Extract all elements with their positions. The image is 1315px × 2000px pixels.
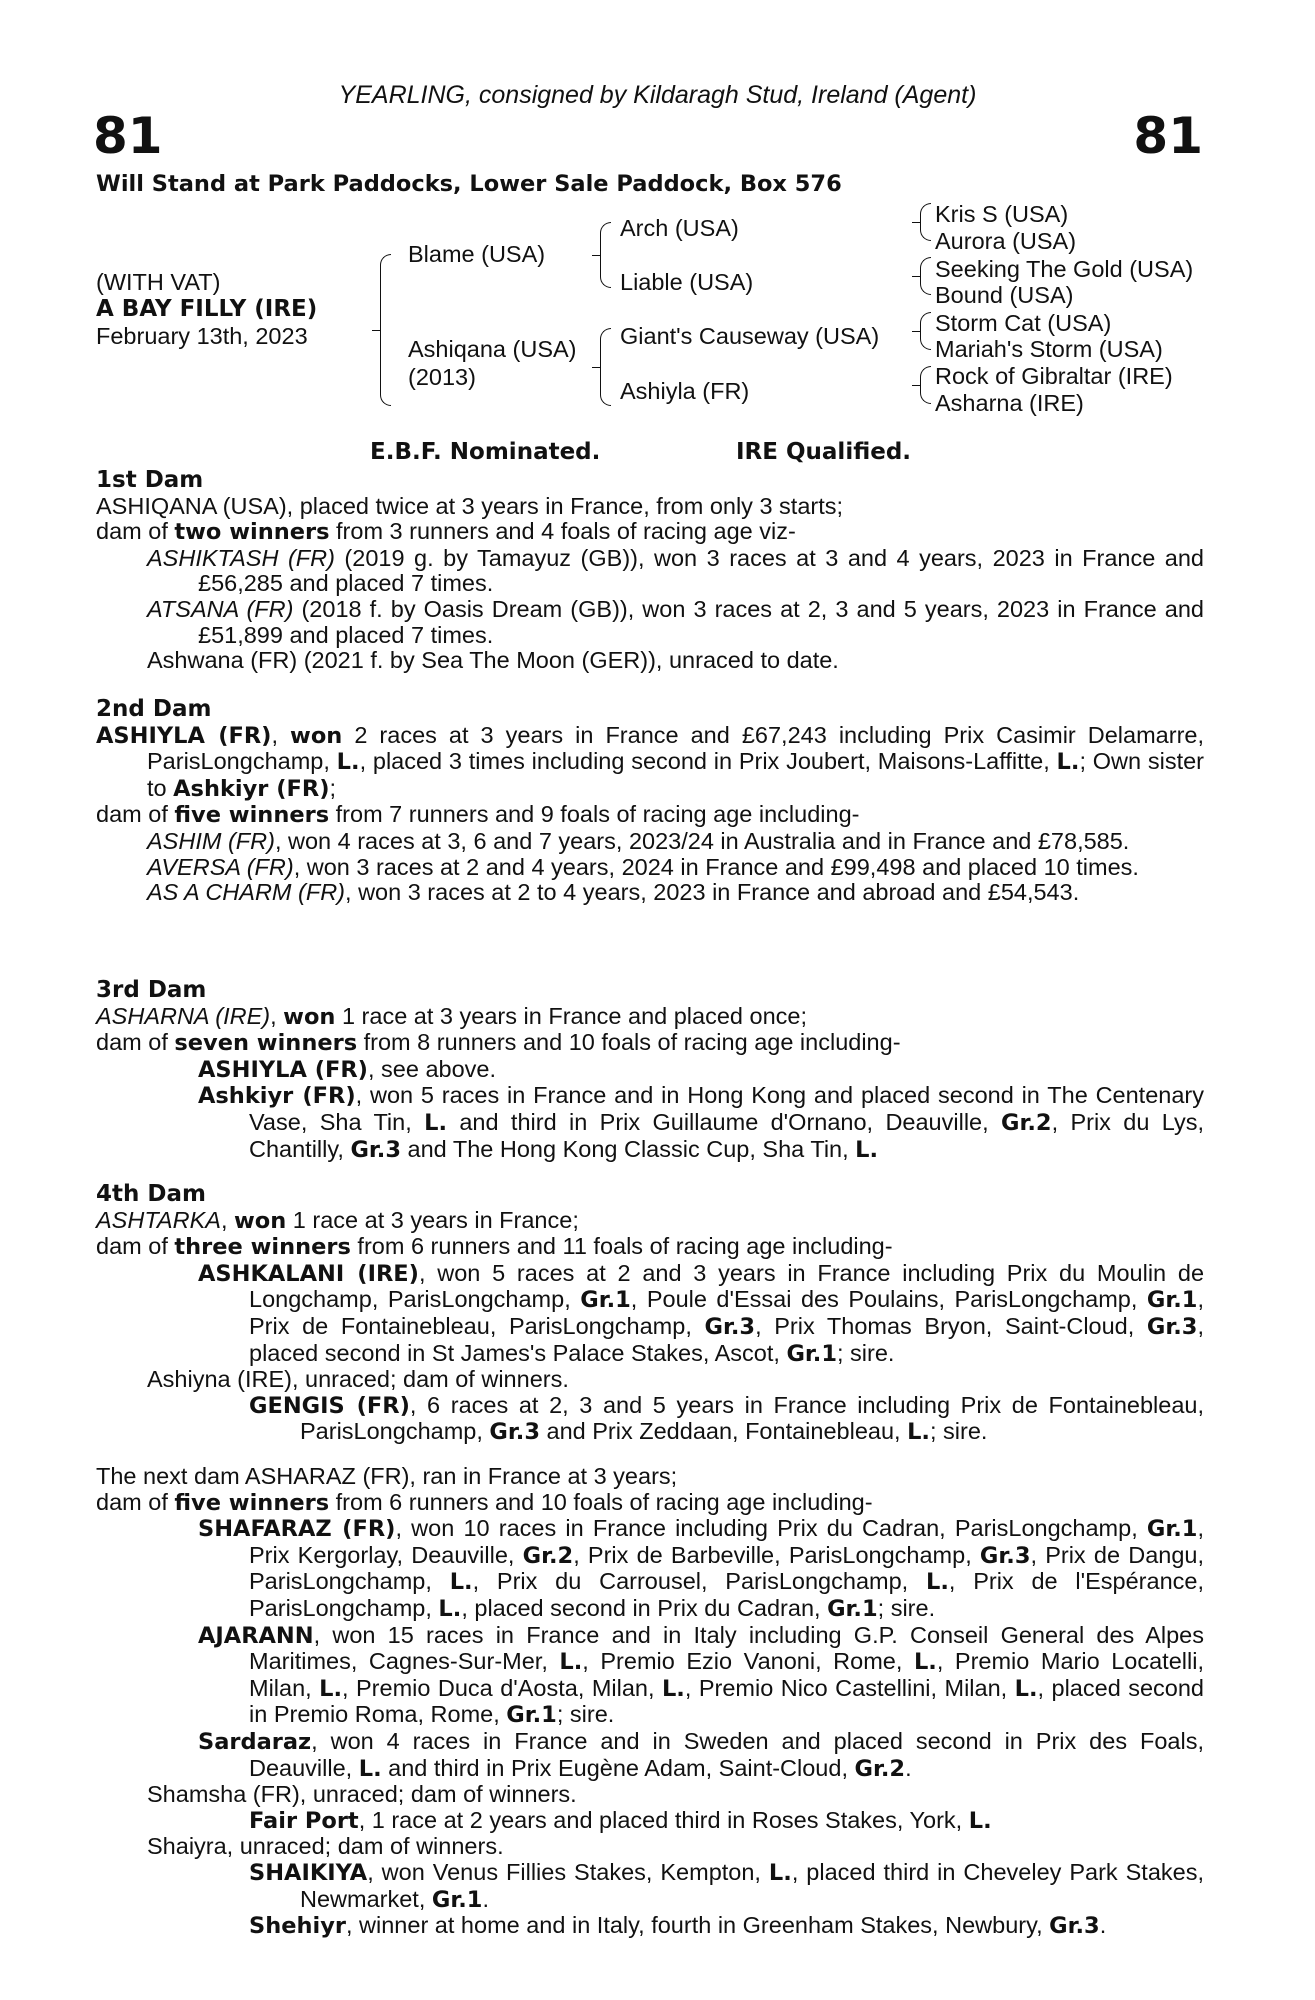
fourth-dam-heading: 4th Dam (96, 1181, 206, 1207)
produce-entry: GENGIS (FR), 6 races at 2, 3 and 5 years in France including Prix de Fontainebleau, ParisLongchamp, Gr.3 and Prix Zeddaan, Fontainebleau, L.; sire. (249, 1391, 1204, 1446)
third-dam-produce-summary: dam of seven winners from 8 runners and 10 foals of racing age including- (96, 1029, 901, 1057)
produce-entry: Shaiyra, unraced; dam of winners. (147, 1833, 504, 1860)
pedigree-sire: Blame (USA) (408, 241, 546, 267)
fourth-dam-section (96, 1182, 1204, 1446)
pedigree-dam-dam: Ashiyla (FR) (620, 378, 750, 404)
second-dam-heading: 2nd Dam (96, 696, 212, 722)
pedigree-sire-sire: Arch (USA) (620, 215, 739, 241)
birth-date: February 13th, 2023 (96, 323, 308, 349)
pedigree-gen3-4: Bound (USA) (935, 282, 1074, 308)
pedigree-dam-year: (2013) (408, 364, 476, 390)
ire-qualified: IRE Qualified. (736, 439, 912, 465)
produce-entry: ATSANA (FR) (2018 f. by Oasis Dream (GB)), won 3 races at 2, 3 and 5 years, 2023 in France and £51,899 and placed 7 times. (147, 595, 1204, 648)
pedigree-gen3-1: Kris S (USA) (935, 201, 1069, 227)
fifth-dam-produce-summary: dam of five winners from 6 runners and 10 foals of racing age including- (96, 1488, 873, 1516)
consignor-subtitle: YEARLING, consigned by Kildaragh Stud, Ireland (Agent) (338, 81, 977, 109)
second-dam-section (96, 697, 1204, 906)
pedigree-brace-sire (600, 222, 611, 288)
pedigree-gen3-7: Rock of Gibraltar (IRE) (935, 363, 1173, 389)
produce-entry: Shehiyr, winner at home and in Italy, fourth in Greenham Stakes, Newbury, Gr.3. (249, 1912, 1107, 1940)
produce-entry: Ashwana (FR) (2021 f. by Sea The Moon (GER)), unraced to date. (147, 647, 839, 674)
produce-entry: SHAIKIYA, won Venus Fillies Stakes, Kempton, L., placed third in Cheveley Park Stakes, Newmarket, Gr.1. (249, 1858, 1204, 1913)
fifth-dam-intro: The next dam ASHARAZ (FR), ran in France at 3 years; (96, 1463, 678, 1489)
ebf-nominated: E.B.F. Nominated. (370, 439, 601, 465)
second-dam-record: ASHIYLA (FR), won 2 races at 3 years in France and £67,243 including Prix Casimir Delamarre, ParisLongchamp, L., placed 3 times including second in Prix Joubert, Maisons-Laffitte, L.; Own sister to Ashkiyr (FR); (96, 721, 1204, 802)
produce-entry: AS A CHARM (FR), won 3 races at 2 to 4 years, 2023 in France and abroad and £54,543. (147, 879, 1080, 906)
produce-entry: Fair Port, 1 race at 2 years and placed third in Roses Stakes, York, L. (249, 1806, 992, 1834)
lot-number-right: 81 (1133, 107, 1203, 165)
produce-entry: SHAFARAZ (FR), won 10 races in France including Prix du Cadran, ParisLongchamp, Gr.1, Prix Kergorlay, Deauville, Gr.2, Prix de Barbeville, ParisLongchamp, Gr.3, Prix de Dangu, ParisLongchamp, L., Prix du Carrousel, ParisLongchamp, L., Prix de l'Espérance, ParisLongchamp, L., placed second in Prix du Cadran, Gr.1; sire. (198, 1515, 1204, 1622)
vat-note: (WITH VAT) (96, 269, 221, 295)
pedigree-brace-liable (920, 257, 931, 295)
second-dam-produce-summary: dam of five winners from 7 runners and 9 foals of racing age including- (96, 801, 860, 829)
horse-name: A BAY FILLY (IRE) (96, 296, 318, 322)
first-dam-section (96, 468, 1204, 674)
produce-entry: ASHIM (FR), won 4 races at 3, 6 and 7 years, 2023/24 in Australia and in France and £78,585. (147, 827, 1130, 854)
fifth-dam-section (96, 1464, 1204, 1940)
pedigree-brace-gen1 (380, 254, 391, 406)
pedigree-dam-sire: Giant's Causeway (USA) (620, 323, 880, 349)
lot-number-left: 81 (93, 107, 163, 165)
first-dam-heading: 1st Dam (96, 467, 204, 493)
pedigree-gen3-5: Storm Cat (USA) (935, 310, 1112, 336)
pedigree-gen3-3: Seeking The Gold (USA) (935, 256, 1194, 282)
produce-entry: Shamsha (FR), unraced; dam of winners. (147, 1781, 577, 1808)
third-dam-section (96, 978, 1204, 1163)
stable-location: Will Stand at Park Paddocks, Lower Sale Paddock, Box 576 (96, 171, 842, 197)
pedigree-brace-dam (600, 328, 611, 406)
fourth-dam-record: ASHTARKA, won 1 race at 3 years in France; (96, 1206, 579, 1234)
produce-entry: Sardaraz, won 4 races in France and in Sweden and placed second in Prix des Foals, Deauville, L. and third in Prix Eugène Adam, Saint-Cloud, Gr.2. (198, 1727, 1204, 1782)
pedigree-dam: Ashiqana (USA) (408, 336, 577, 362)
produce-entry: AJARANN, won 15 races in France and in Italy including G.P. Conseil General des Alpes Maritimes, Cagnes-Sur-Mer, L., Premio Ezio Vanoni, Rome, L., Premio Mario Locatelli, Milan, L., Premio Duca d'Aosta, Milan, L., Premio Nico Castellini, Milan, L., placed second in Premio Roma, Rome, Gr.1; sire. (198, 1621, 1204, 1729)
produce-entry: AVERSA (FR), won 3 races at 2 and 4 years, 2024 in France and £99,498 and placed 10 times. (147, 853, 1139, 880)
third-dam-heading: 3rd Dam (96, 977, 207, 1003)
pedigree-brace-ashiyla (920, 366, 931, 404)
produce-entry: ASHIKTASH (FR) (2019 g. by Tamayuz (GB)), won 3 races at 3 and 4 years, 2023 in France and £56,285 and placed 7 times. (147, 544, 1204, 597)
pedigree-brace-arch (920, 203, 931, 241)
produce-entry: Ashiyna (IRE), unraced; dam of winners. (147, 1366, 569, 1393)
pedigree-sire-dam: Liable (USA) (620, 269, 754, 295)
first-dam-intro: ASHIQANA (USA), placed twice at 3 years in France, from only 3 starts; (96, 492, 844, 519)
pedigree-gen3-8: Asharna (IRE) (935, 390, 1084, 416)
pedigree-gen3-2: Aurora (USA) (935, 228, 1077, 254)
pedigree-brace-giants-causeway (920, 312, 931, 350)
third-dam-record: ASHARNA (IRE), won 1 race at 3 years in France and placed once; (96, 1002, 808, 1030)
pedigree-gen3-6: Mariah's Storm (USA) (935, 336, 1163, 362)
fourth-dam-produce-summary: dam of three winners from 6 runners and 11 foals of racing age including- (96, 1233, 893, 1261)
first-dam-produce-summary: dam of two winners from 3 runners and 4 foals of racing age viz- (96, 518, 796, 546)
produce-entry: ASHIYLA (FR), see above. (198, 1055, 497, 1083)
produce-entry: ASHKALANI (IRE), won 5 races at 2 and 3 years in France including Prix du Moulin de Longchamp, ParisLongchamp, Gr.1, Poule d'Essai des Poulains, ParisLongchamp, Gr.1, Prix de Fontainebleau, ParisLongchamp, Gr.3, Prix Thomas Bryon, Saint-Cloud, Gr.3, placed second in St James's Palace Stakes, Ascot, Gr.1; sire. (198, 1259, 1205, 1367)
produce-entry: Ashkiyr (FR), won 5 races in France and in Hong Kong and placed second in The Centenary Vase, Sha Tin, L. and third in Prix Guillaume d'Ornano, Deauville, Gr.2, Prix du Lys, Chantilly, Gr.3 and The Hong Kong Classic Cup, Sha Tin, L. (198, 1082, 1204, 1163)
